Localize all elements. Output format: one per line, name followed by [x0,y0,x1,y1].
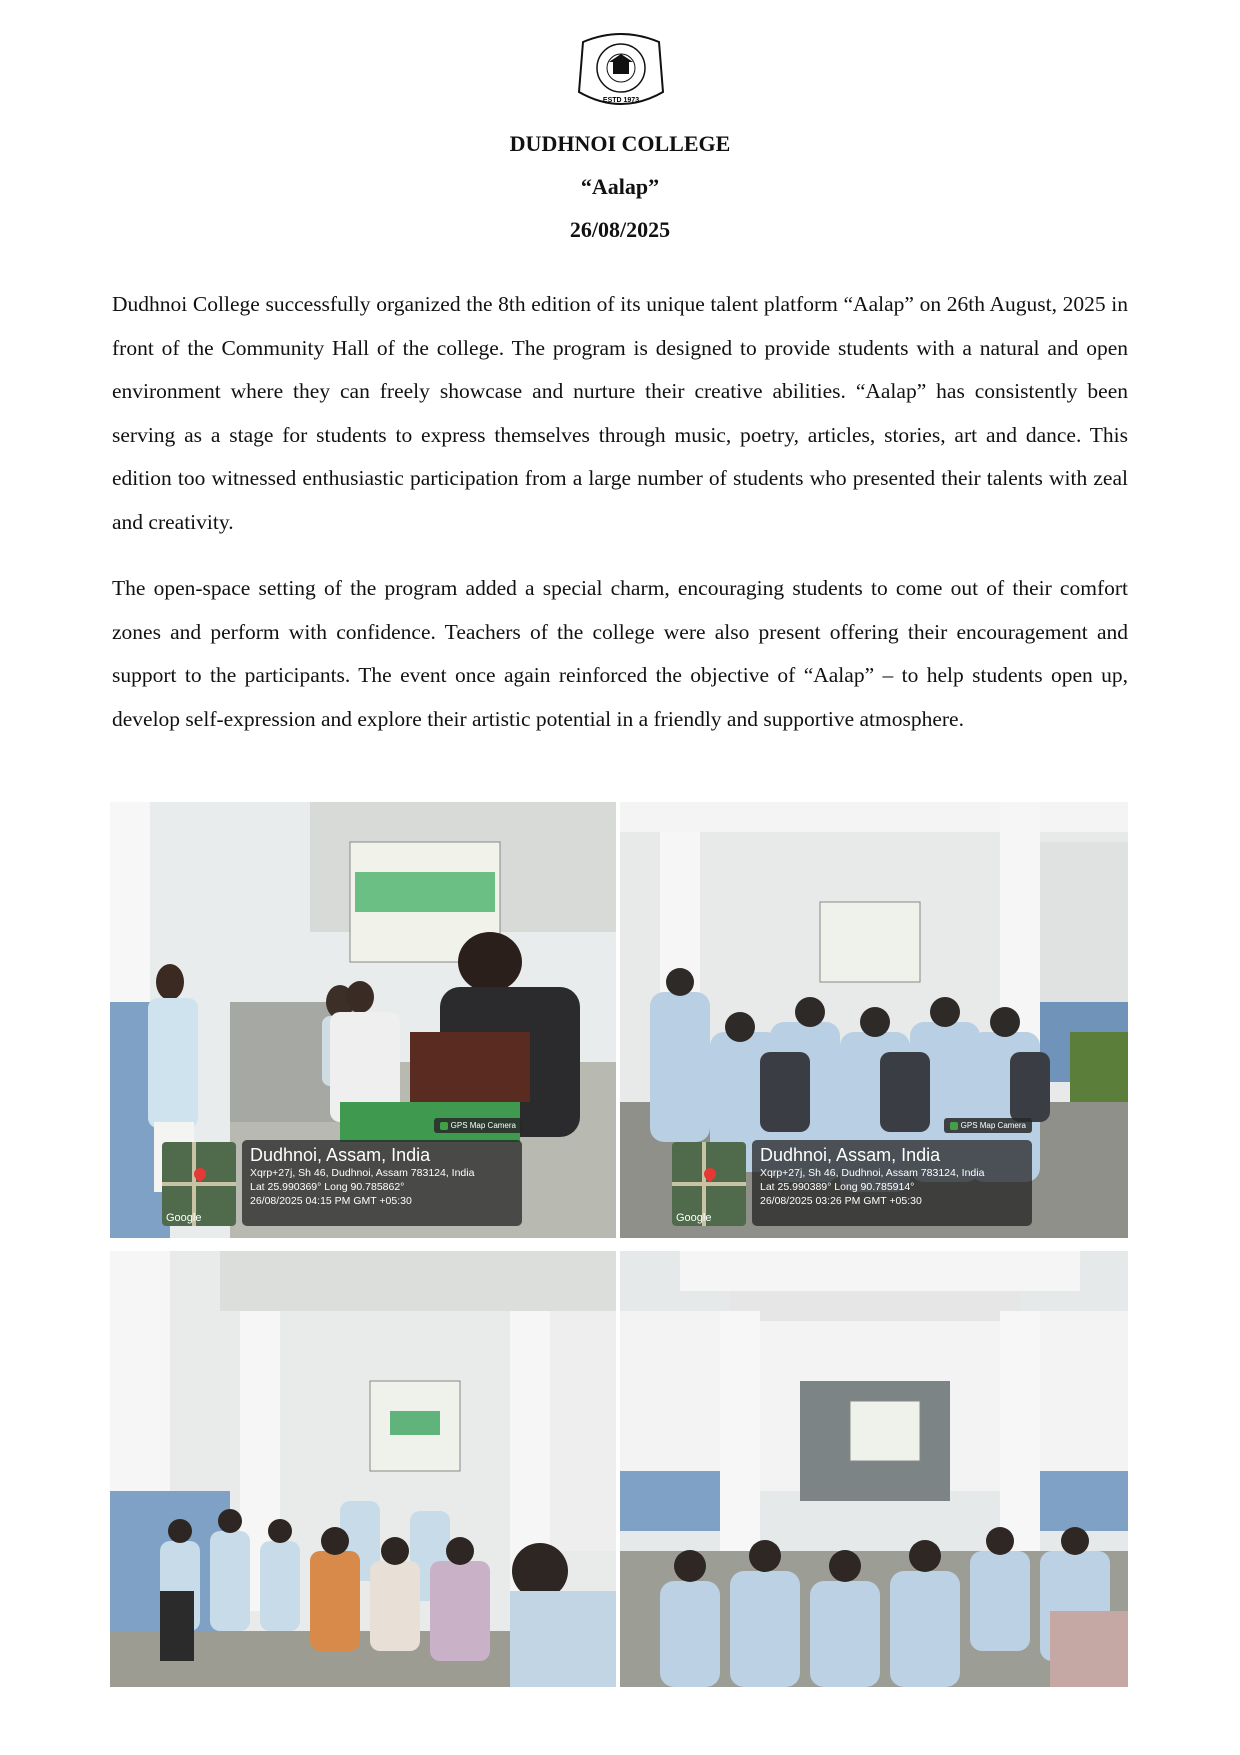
map-attribution: Google [166,1212,202,1224]
gps-coords: Lat 25.990389° Long 90.785914° [760,1181,915,1193]
gps-place: Dudhnoi, Assam, India [250,1145,431,1165]
college-title: DUDHNOI COLLEGE [509,131,731,156]
gps-app-tag [434,1118,522,1133]
gps-address: Xqrp+27j, Sh 46, Dudhnoi, Assam 783124, India [760,1167,985,1179]
gps-app-label: GPS Map Camera [960,1121,1026,1130]
gps-overlay [162,1121,522,1226]
gps-app-tag [944,1118,1032,1133]
gps-camera-icon [950,1122,958,1130]
event-title: “Aalap” [580,174,660,199]
report-paragraph-1: Dudhnoi College successfully organized the 8th edition of its unique talent platform “Aalap” on 26th August, 2025 in front of the Community Hall of the college. The program is designed to provide students with a natural and open environment where they can freely showcase and nurture their creative abilities. “Aalap” has consistently been serving as a stage for students to express themselves through music, poetry, articles, stories, art and dance. This edition too witnessed enthusiastic participation from a large number of students who presented their talents with zeal and creativity. [112,292,1128,534]
gps-overlay [672,1121,1032,1226]
event-date: 26/08/2025 [569,217,671,242]
college-logo [573,30,669,112]
gps-coords: Lat 25.990369° Long 90.785862° [250,1181,405,1193]
gps-address: Xqrp+27j, Sh 46, Dudhnoi, Assam 783124, India [250,1167,475,1179]
gps-mini-map [672,1142,746,1226]
event-photo-2 [620,802,1128,1238]
gps-camera-icon [440,1122,448,1130]
gps-timestamp: 26/08/2025 03:26 PM GMT +05:30 [760,1195,922,1207]
gps-app-label: GPS Map Camera [450,1121,516,1130]
event-photo-3 [110,1251,616,1687]
event-photo-1 [110,802,616,1238]
gps-mini-map [162,1142,236,1226]
svg-text:ESTD 1973: ESTD 1973 [602,97,640,104]
event-photo-4 [620,1251,1128,1687]
map-attribution: Google [676,1212,712,1224]
report-paragraph-2: The open-space setting of the program added a special charm, encouraging students to come out of their comfort zones and perform with confidence. Teachers of the college were also present offering their encouragement and support to the participants. The event once again reinforced the objective of “Aalap” – to help students open up, develop self-expression and explore their artistic potential in a friendly and supportive atmosphere. [112,576,1128,731]
gps-timestamp: 26/08/2025 04:15 PM GMT +05:30 [250,1195,412,1207]
gps-place: Dudhnoi, Assam, India [760,1145,941,1165]
